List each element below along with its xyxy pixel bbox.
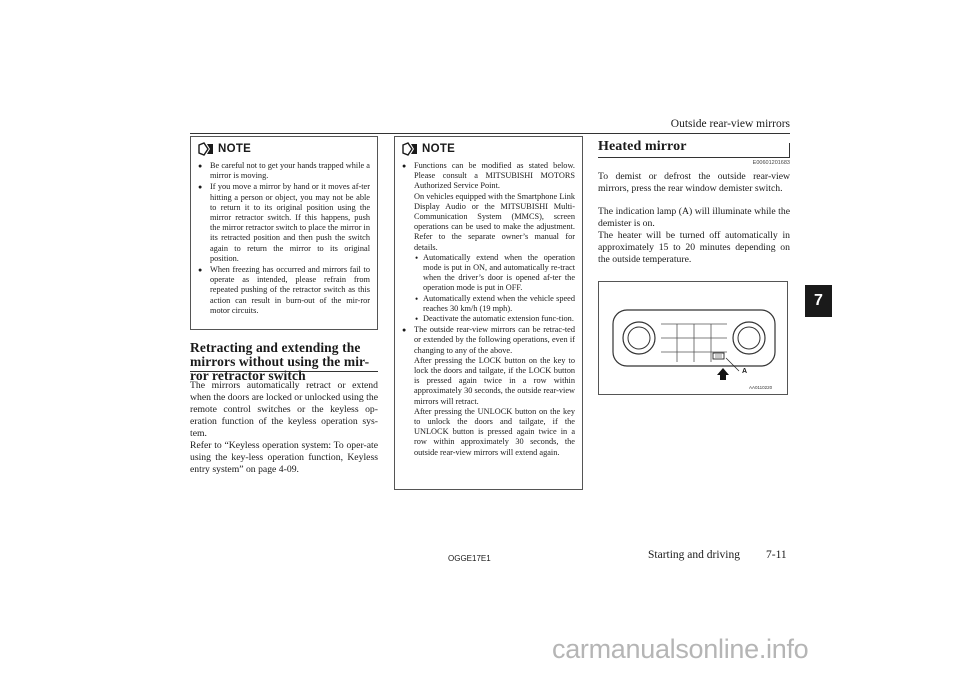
figure-climate-panel [598, 281, 788, 395]
section-rule-end [789, 143, 790, 157]
chapter-tab: 7 [805, 285, 832, 317]
retract-paragraph-1: The mirrors automatically retract or extend when the doors are locked or unlocked using the remote control switches or the keyless op-eration function of the keyless operation sys-tem. [190, 380, 378, 439]
footer-page-number: 7-11 [766, 549, 787, 561]
footer-doc-code: OGGE17E1 [448, 554, 491, 563]
sub-list [414, 253, 575, 324]
note-box-mirror-safety [190, 136, 378, 330]
footer-section-name: Starting and driving [648, 549, 740, 561]
note-list [198, 161, 370, 316]
note-paragraph: ● The outside rear-view mirrors can be retrac-ted or extended by the following operations, even if changing to any of the above. [414, 325, 575, 355]
figure-label-a: A [742, 368, 748, 375]
list-item: ● If you move a mirror by hand or it moves af-ter hitting a person or object, you may not be able to return it to its original position using the mirror retractor switch. If this happens, push the mirror retractor switch to place the mirror in its retracted position and then push the switch again to return the mirror to its original position. [198, 182, 370, 264]
section-title-retracting: Retracting and extending the mirrors without using the mir-ror retractor switch [190, 340, 370, 383]
note-paragraph: ● Functions can be modified as stated below. Please consult a MITSUBISHI MOTORS Authorized Service Point. [414, 161, 575, 191]
section-rule [190, 371, 378, 372]
note-paragraph: On vehicles equipped with the Smartphone Link Display Audio or the MITSUBISHI Multi-Communication System (MMCS), screen operations can be used to make the adjustment. Refer to the separate owner’s manual for details. [414, 191, 575, 252]
sub-list-item: • Deactivate the automatic extension func-tion. [414, 314, 575, 324]
retract-paragraph-2: Refer to “Keyless operation system: To oper-ate using the key-less operation function, Keyless entry system” on page 4-09. [190, 440, 378, 475]
figure-code: AA0110220 [749, 385, 773, 390]
section-rule [598, 157, 790, 158]
header-rule [190, 133, 790, 134]
note-box-functions [394, 136, 583, 490]
note-paragraph: After pressing the LOCK button on the key to lock the doors and tailgate, if the LOCK button is pressed again twice in a row within approximately 30 seconds, the outside rear-view mirrors will retract. [414, 355, 575, 406]
warning-icon [198, 142, 214, 156]
running-header: Outside rear-view mirrors [670, 118, 790, 130]
note-list [402, 161, 575, 458]
list-item [402, 325, 575, 458]
list-item [402, 161, 575, 324]
heated-paragraph-2: The indication lamp (A) will illuminate while the demister is on. [598, 206, 790, 229]
watermark: carmanualsonline.info [552, 634, 809, 664]
note-header [198, 141, 370, 157]
section-code: E00601201683 [752, 160, 790, 166]
note-paragraph: After pressing the UNLOCK button on the key to unlock the doors and tailgate, if the UNLOCK button is pressed again twice in a row within approximately 30 seconds, the outside rear-view mirrors will extend again. [414, 406, 575, 457]
note-label: NOTE [422, 143, 456, 155]
heated-paragraph-1: To demist or defrost the outside rear-view mirrors, press the rear window demister switch. [598, 171, 790, 194]
note-header [402, 141, 575, 157]
sub-list-item: • Automatically extend when the vehicle speed reaches 30 km/h (19 mph). [414, 294, 575, 314]
list-item: ● Be careful not to get your hands trapped while a mirror is moving. [198, 161, 370, 181]
climate-panel-illustration [599, 282, 787, 394]
list-item: ● When freezing has occurred and mirrors fail to operate as intended, please refrain from repeated pushing of the retractor switch as this action can result in burn-out of the mir-ror motor circuits. [198, 265, 370, 316]
section-title-heated-mirror: Heated mirror [598, 139, 687, 154]
heated-paragraph-3: The heater will be turned off automatically in approximately 15 to 20 minutes depending on the outside temperature. [598, 230, 790, 265]
warning-icon [402, 142, 418, 156]
sub-list-item: • Automatically extend when the operation mode is put in ON, and automatically re-tract when the driver’s door is opened af-ter the operation mode is put in OFF. [414, 253, 575, 294]
note-label: NOTE [218, 143, 252, 155]
